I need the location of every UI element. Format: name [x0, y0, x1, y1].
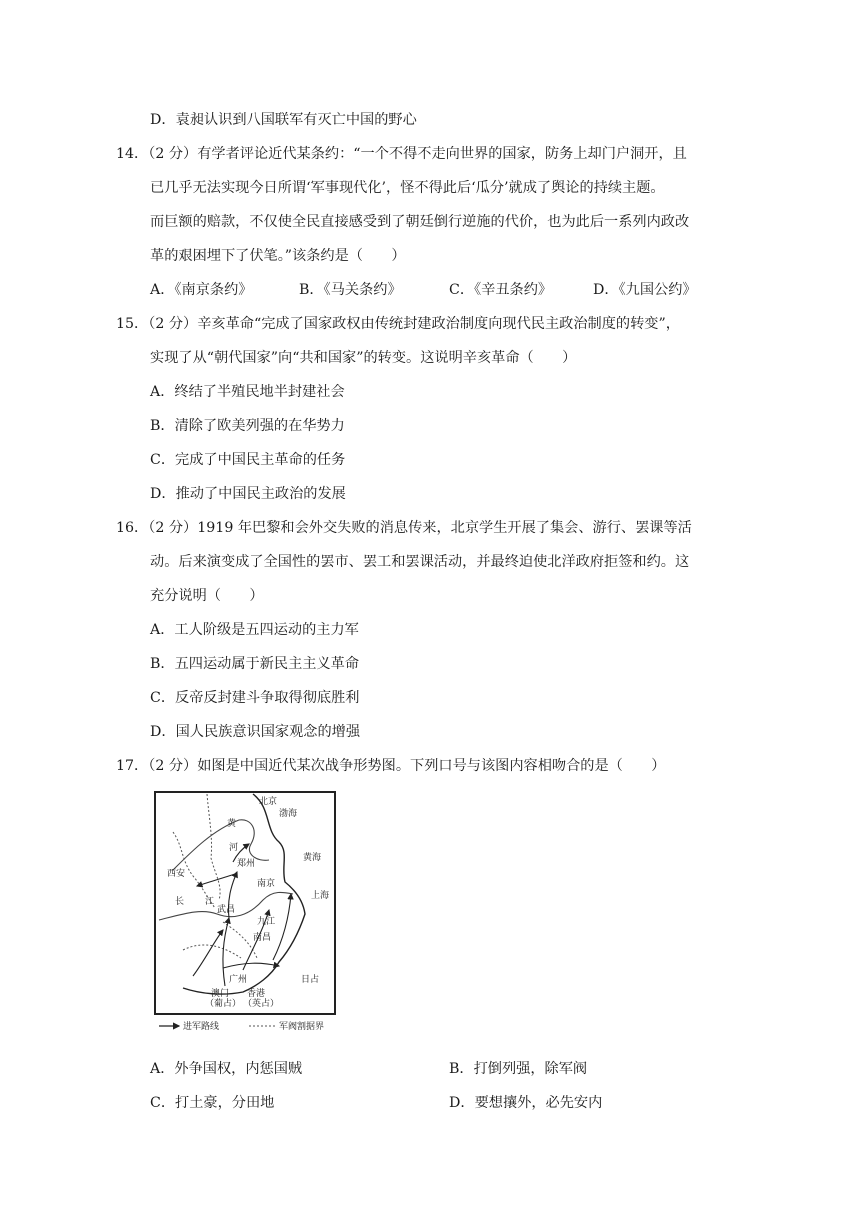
map-label-chang: 长	[175, 897, 185, 907]
map-label-shanghai: 上海	[311, 891, 330, 901]
q16-line-2: 动。后来演变成了全国性的罢市、罢工和罢课活动，并最终迫使北洋政府拒签和约。这	[150, 554, 690, 570]
map-label-wuchang: 武昌	[217, 905, 236, 915]
map-label-bohai: 渤海	[279, 809, 298, 819]
q13-option-d: D．袁昶认识到八国联军有灭亡中国的野心	[150, 112, 417, 128]
map-label-aomen: 澳门	[211, 989, 230, 999]
map-label-zhengzhou: 郑州	[237, 859, 256, 869]
map-label-huang: 黄	[227, 819, 237, 829]
map-label-riz: 日占	[301, 975, 320, 985]
map-label-he: 河	[229, 843, 239, 853]
q16-line-1: 16．（2 分）1919 年巴黎和会外交失败的消息传来，北京学生开展了集会、游行、罢课等活	[116, 520, 692, 536]
map-label-beijing: 北京	[259, 797, 278, 807]
map-label-xianggang: 香港	[247, 989, 266, 999]
q14-line-2: 已几乎无法实现今日所谓‘军事现代化’，怪不得此后‘瓜分’就成了舆论的持续主题。	[150, 180, 665, 196]
q14-option-c: C．《辛丑条约》	[449, 282, 553, 298]
map-label-xian: 西安	[167, 869, 186, 879]
q15-option-a: A．终结了半殖民地半封建社会	[150, 384, 345, 400]
map-label-jiujiang: 九江	[257, 917, 276, 927]
map-label-jiang: 江	[205, 897, 215, 907]
q14-option-b: B．《马关条约》	[299, 282, 402, 298]
q16-option-b: B．五四运动属于新民主主义革命	[150, 656, 360, 672]
legend-route-label: 进军路线	[183, 1022, 220, 1032]
map-label-nanchang: 南昌	[253, 933, 272, 943]
q14-option-a: A．《南京条约》	[150, 282, 253, 298]
q17-option-c: C．打土豪，分田地	[150, 1095, 275, 1111]
q14-option-d: D．《九国公约》	[593, 282, 697, 298]
q16-line-3: 充分说明（ ）	[150, 588, 264, 604]
q16-option-c: C．反帝反封建斗争取得彻底胜利	[150, 690, 360, 706]
q16-option-d: D．国人民族意识国家观念的增强	[150, 724, 361, 740]
q17-option-d: D．要想攘外，必先安内	[449, 1095, 603, 1111]
map-label-putz: （葡占）	[205, 999, 242, 1009]
map-label-huanghai: 黄海	[303, 853, 322, 863]
map-label-yingz: （英占）	[243, 999, 280, 1009]
q15-line-1: 15．（2 分）辛亥革命“完成了国家政权由传统封建政治制度向现代民主政治制度的转变”，	[116, 316, 680, 332]
map-label-nanjing: 南京	[257, 879, 276, 889]
war-situation-map	[153, 790, 337, 1034]
q14-line-4: 革的艰困埋下了伏笔。”该条约是（ ）	[150, 248, 406, 264]
q17-line-1: 17．（2 分）如图是中国近代某次战争形势图。下列口号与该图内容相吻合的是（ ）	[116, 758, 666, 774]
q17-option-b: B．打倒列强，除军阀	[449, 1061, 588, 1077]
q15-option-d: D．推动了中国民主政治的发展	[150, 486, 346, 502]
legend-boundary-label: 军阀割据界	[279, 1022, 325, 1032]
q14-line-3: 而巨额的赔款，不仅使全民直接感受到了朝廷倒行逆施的代价，也为此后一系列内政改	[150, 214, 690, 230]
q17-option-a: A．外争国权，内惩国贼	[150, 1061, 303, 1077]
map-label-guangzhou: 广州	[229, 975, 248, 985]
q15-line-2: 实现了从“朝代国家”向“共和国家”的转变。这说明辛亥革命（ ）	[150, 350, 577, 366]
q15-option-c: C．完成了中国民主革命的任务	[150, 452, 346, 468]
q16-option-a: A．工人阶级是五四运动的主力军	[150, 622, 359, 638]
q14-line-1: 14．（2 分）有学者评论近代某条约：“一个不得不走向世界的国家，防务上却门户洞开，且	[116, 146, 687, 162]
q15-option-b: B．清除了欧美列强的在华势力	[150, 418, 345, 434]
